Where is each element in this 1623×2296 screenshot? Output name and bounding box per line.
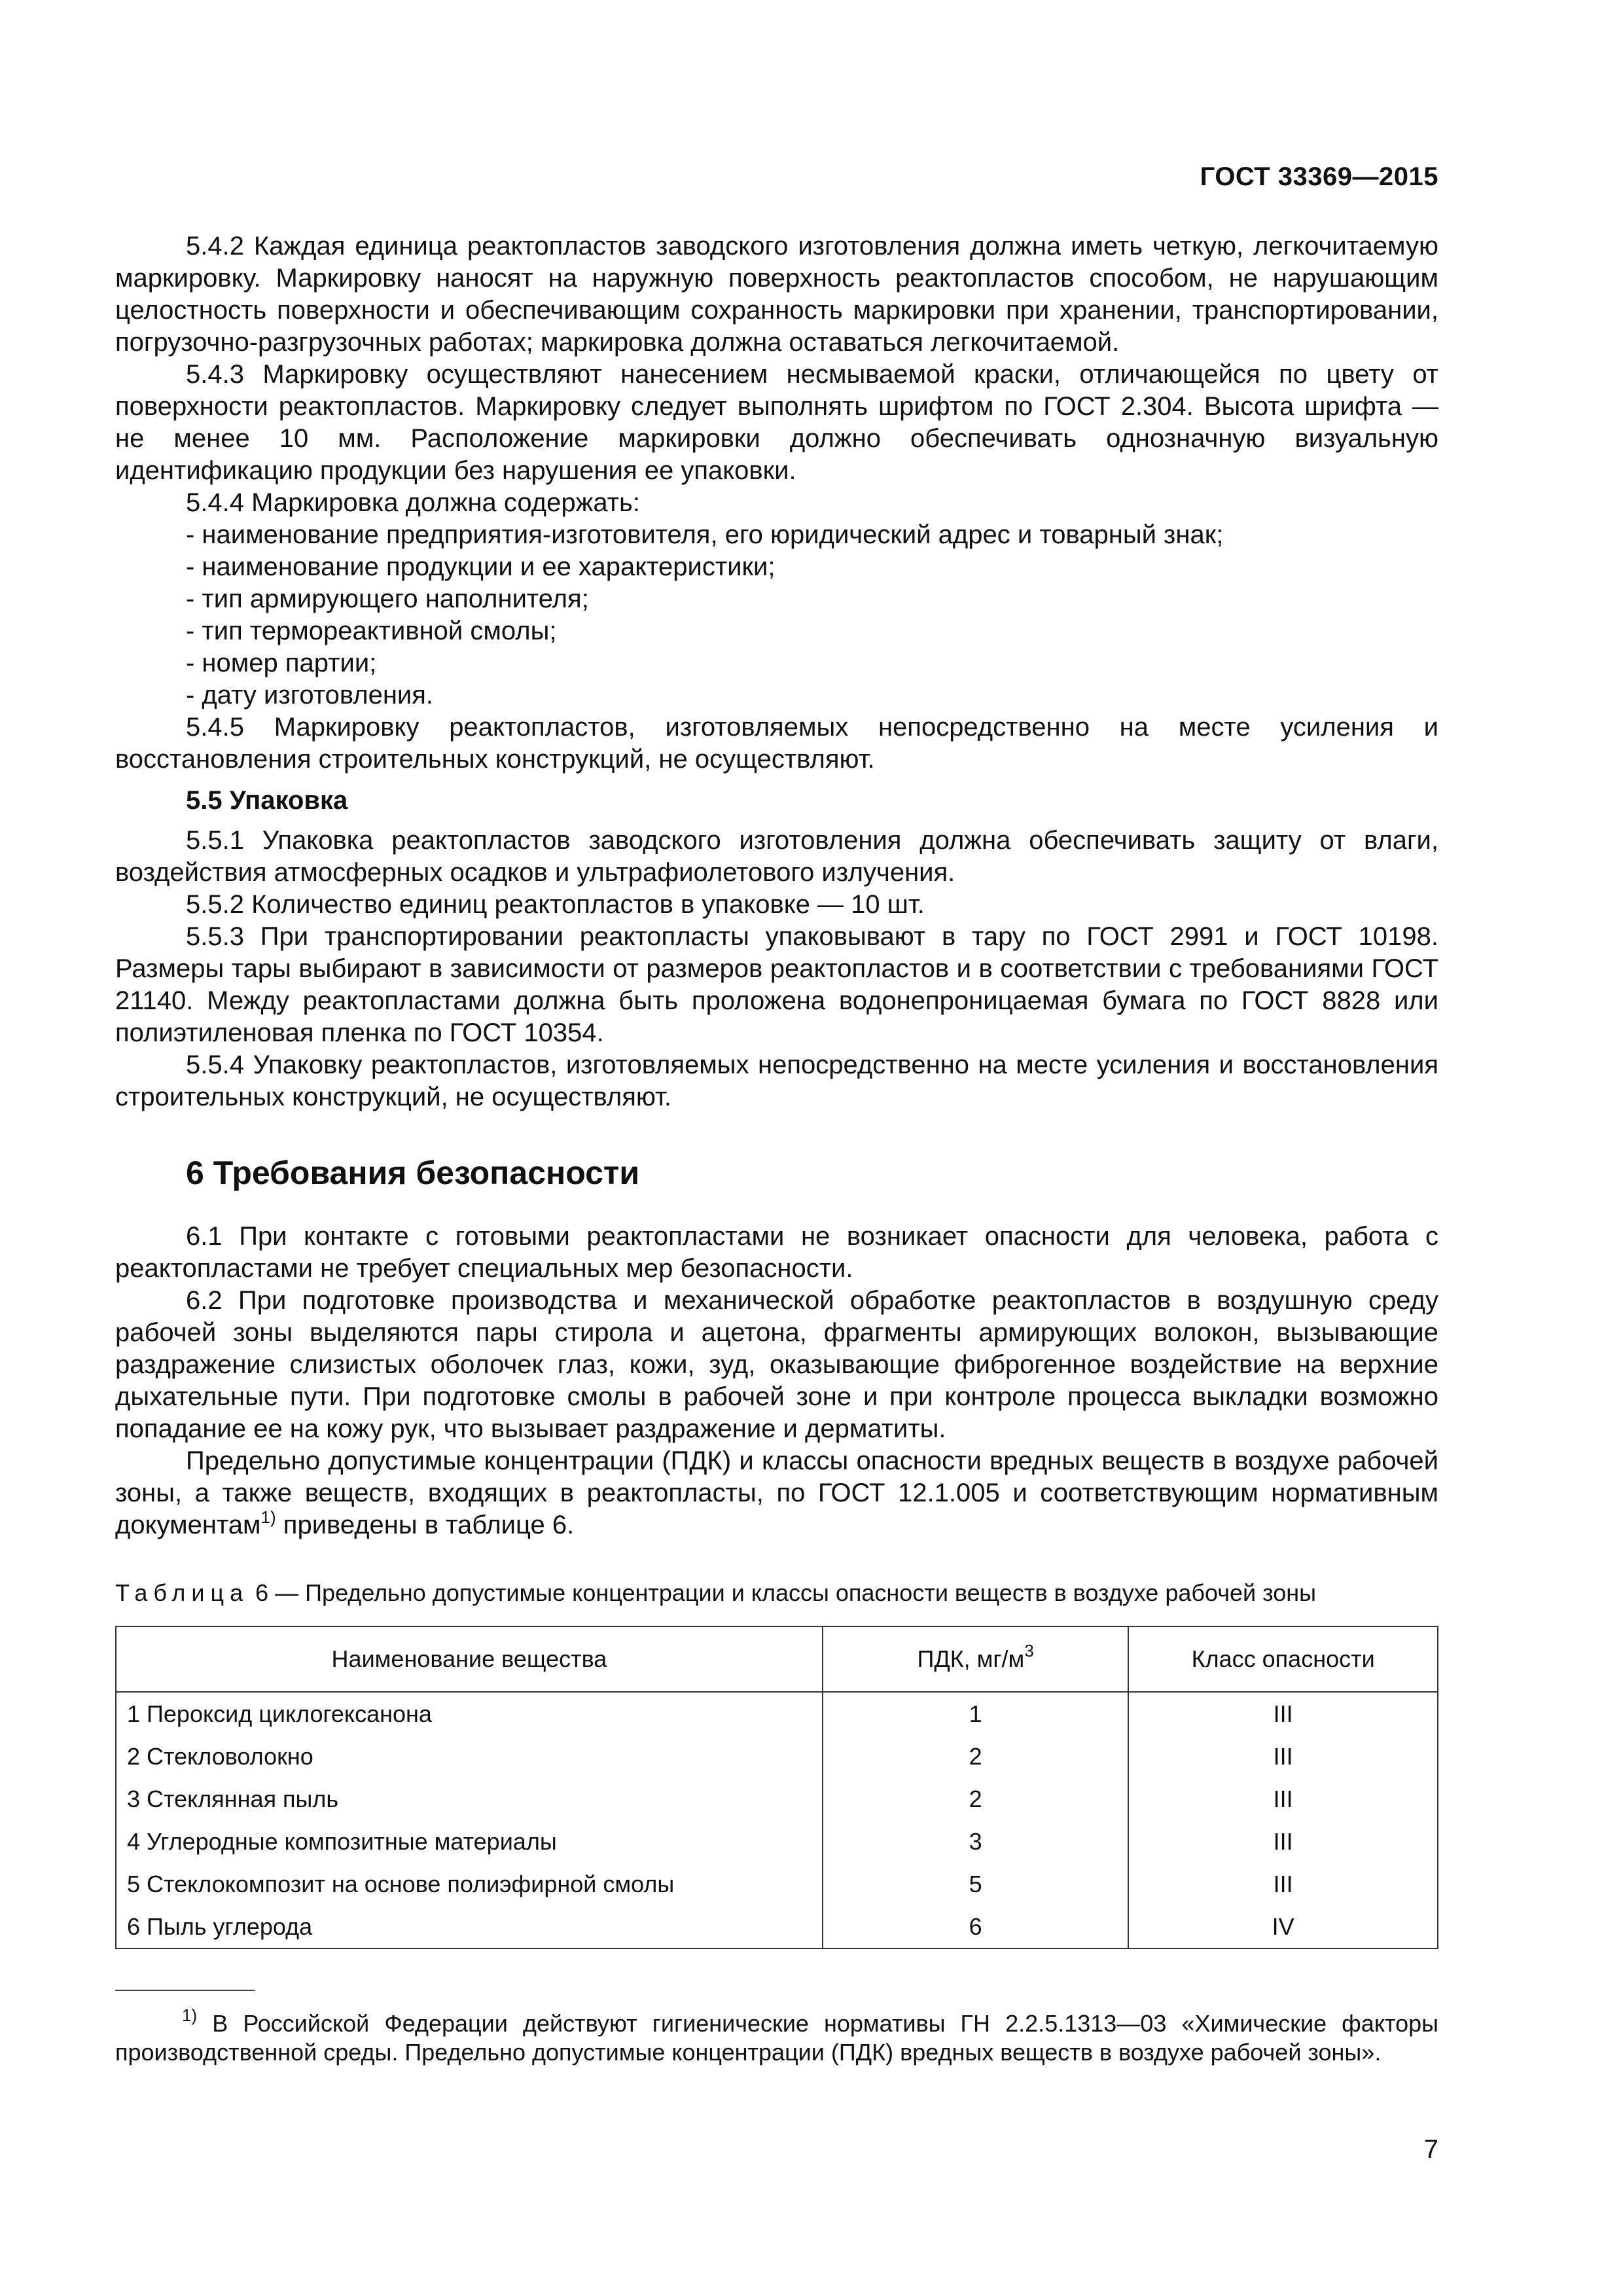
substance-name-cell: 6 Пыль углерода — [116, 1905, 823, 1948]
substance-name-cell: 1 Пероксид циклогексанона — [116, 1692, 823, 1735]
table-caption-text: 6 — Предельно допустимые концентрации и классы опасности веществ в воздухе рабочей зоны — [249, 1579, 1316, 1606]
pdk-value-cell: 3 — [823, 1820, 1128, 1863]
page-number: 7 — [1423, 2135, 1438, 2164]
pdk-value-cell: 5 — [823, 1863, 1128, 1905]
substance-name-cell: 2 Стекловолокно — [116, 1735, 823, 1778]
pdk-value-cell: 1 — [823, 1692, 1128, 1735]
pdk-value-cell: 2 — [823, 1735, 1128, 1778]
clause-5-5-1: 5.5.1 Упаковка реактопластов заводского изготовления должна обеспечивать защиту от влаги, воздействия атмосферных осадков и ультрафиолетового излучения. — [115, 826, 1438, 887]
marking-list-item: - номер партии; — [186, 649, 377, 677]
table-row — [116, 1692, 1438, 1735]
footnote-reference[interactable]: 1) — [260, 1507, 276, 1527]
hazard-class-cell: III — [1128, 1863, 1438, 1905]
clause-5-4-4: 5.4.4 Маркировка должна содержать: — [186, 488, 640, 517]
table-row — [116, 1735, 1438, 1778]
footnote-separator — [115, 1990, 255, 1991]
footnote-text: В Российской Федерации действуют гигиенические нормативы ГН 2.2.5.1313—03 «Химические факторы производственной среды. Предельно допустимые концентрации (ПДК) вредных веществ в воздухе рабочей зоны». — [115, 2010, 1438, 2066]
marking-list-item: - дату изготовления. — [186, 681, 434, 709]
hazard-class-cell: III — [1128, 1778, 1438, 1820]
footnote — [115, 2005, 1438, 2067]
body-text — [115, 230, 1438, 1541]
table-row — [116, 1905, 1438, 1948]
column-header-hazard-class: Класс опасности — [1128, 1626, 1438, 1692]
clause-6-1: 6.1 При контакте с готовыми реактопластами не возникает опасности для человека, работа с реактопластами не требует специальных мер безопасности. — [115, 1222, 1438, 1283]
pdk-value-cell: 2 — [823, 1778, 1128, 1820]
clause-5-5-3: 5.5.3 При транспортировании реактопласты упаковывают в тару по ГОСТ 2991 и ГОСТ 10198. Размеры тары выбирают в зависимости от размеров реактопластов и в соответствии с требованиями ГОСТ 21140. Между реактопластами должна быть проложена водонепроницаемая бумага по ГОСТ 8828 или полиэтиленовая пленка по ГОСТ 10354. — [115, 922, 1438, 1047]
hazard-class-cell: IV — [1128, 1905, 1438, 1948]
pdk-table — [115, 1626, 1438, 1949]
substance-name-cell: 3 Стеклянная пыль — [116, 1778, 823, 1820]
table-caption-word: Таблица — [115, 1579, 249, 1606]
pdk-paragraph-text: Предельно допустимые концентрации (ПДК) и классы опасности вредных веществ в воздухе рабочей зоны, а также веществ, входящих в реактопласты, по ГОСТ 12.1.005 и соответствующим нормативным документам — [115, 1446, 1438, 1539]
marking-list-item: - наименование предприятия-изготовителя, его юридический адрес и товарный знак; — [186, 520, 1224, 549]
column-header-pdk-text: ПДК, мг/м — [917, 1645, 1025, 1672]
clause-5-5-4: 5.5.4 Упаковку реактопластов, изготовляемых непосредственно на месте усиления и восстановления строительных конструкций, не осуществляют. — [115, 1050, 1438, 1111]
table-row — [116, 1820, 1438, 1863]
marking-list-item: - наименование продукции и ее характеристики; — [186, 552, 776, 581]
substance-name-cell: 4 Углеродные композитные материалы — [116, 1820, 823, 1863]
table-row — [116, 1778, 1438, 1820]
marking-list-item: - тип армирующего наполнителя; — [186, 584, 589, 613]
clause-5-4-5: 5.4.5 Маркировку реактопластов, изготовляемых непосредственно на месте усиления и восстановления строительных конструкций, не осуществляют. — [115, 713, 1438, 774]
table-header-row — [116, 1626, 1438, 1692]
running-header-doc-code: ГОСТ 33369—2015 — [1200, 162, 1438, 191]
hazard-class-cell: III — [1128, 1735, 1438, 1778]
hazard-class-cell: III — [1128, 1692, 1438, 1735]
footnote-marker: 1) — [182, 2005, 198, 2025]
column-header-pdk-sup: 3 — [1024, 1641, 1034, 1660]
section-heading-6: 6 Требования безопасности — [186, 1155, 640, 1191]
table-row — [116, 1863, 1438, 1905]
pdk-paragraph-tail: приведены в таблице 6. — [276, 1511, 575, 1539]
clause-5-4-2: 5.4.2 Каждая единица реактопластов заводского изготовления должна иметь четкую, легкочитаемую маркировку. Маркировку наносят на наружную поверхность реактопластов способом, не нарушающим целостность поверхности и обеспечивающим сохранность маркировки при хранении, транспортировании, погрузочно-разгрузочных работах; маркировка должна оставаться легкочитаемой. — [115, 232, 1438, 357]
subsection-heading-5-5: 5.5 Упаковка — [186, 786, 348, 815]
table-caption — [115, 1579, 1316, 1607]
column-header-substance: Наименование вещества — [116, 1626, 823, 1692]
clause-6-2: 6.2 При подготовке производства и механической обработке реактопластов в воздушную среду рабочей зоны выделяются пары стирола и ацетона, фрагменты армирующих волокон, вызывающие раздражение слизистых оболочек глаз, кожи, зуд, оказывающие фиброгенное воздействие на верхние дыхательные пути. При подготовке смолы в рабочей зоне и при контроле процесса выкладки возможно попадание ее на кожу рук, что вызывает раздражение и дерматиты. — [115, 1286, 1438, 1443]
clause-5-5-2: 5.5.2 Количество единиц реактопластов в упаковке — 10 шт. — [186, 890, 925, 919]
clause-5-4-3: 5.4.3 Маркировку осуществляют нанесением несмываемой краски, отличающейся по цвету от поверхности реактопластов. Маркировку следует выполнять шрифтом по ГОСТ 2.304. Высота шрифта — не менее 10 мм. Расположение маркировки должно обеспечивать однозначную визуальную идентификацию продукции без нарушения ее упаковки. — [115, 360, 1438, 485]
pdk-value-cell: 6 — [823, 1905, 1128, 1948]
marking-list-item: - тип термореактивной смолы; — [186, 617, 557, 645]
substance-name-cell: 5 Стеклокомпозит на основе полиэфирной смолы — [116, 1863, 823, 1905]
hazard-class-cell: III — [1128, 1820, 1438, 1863]
pdk-paragraph — [115, 1445, 1438, 1541]
column-header-pdk — [823, 1626, 1128, 1692]
